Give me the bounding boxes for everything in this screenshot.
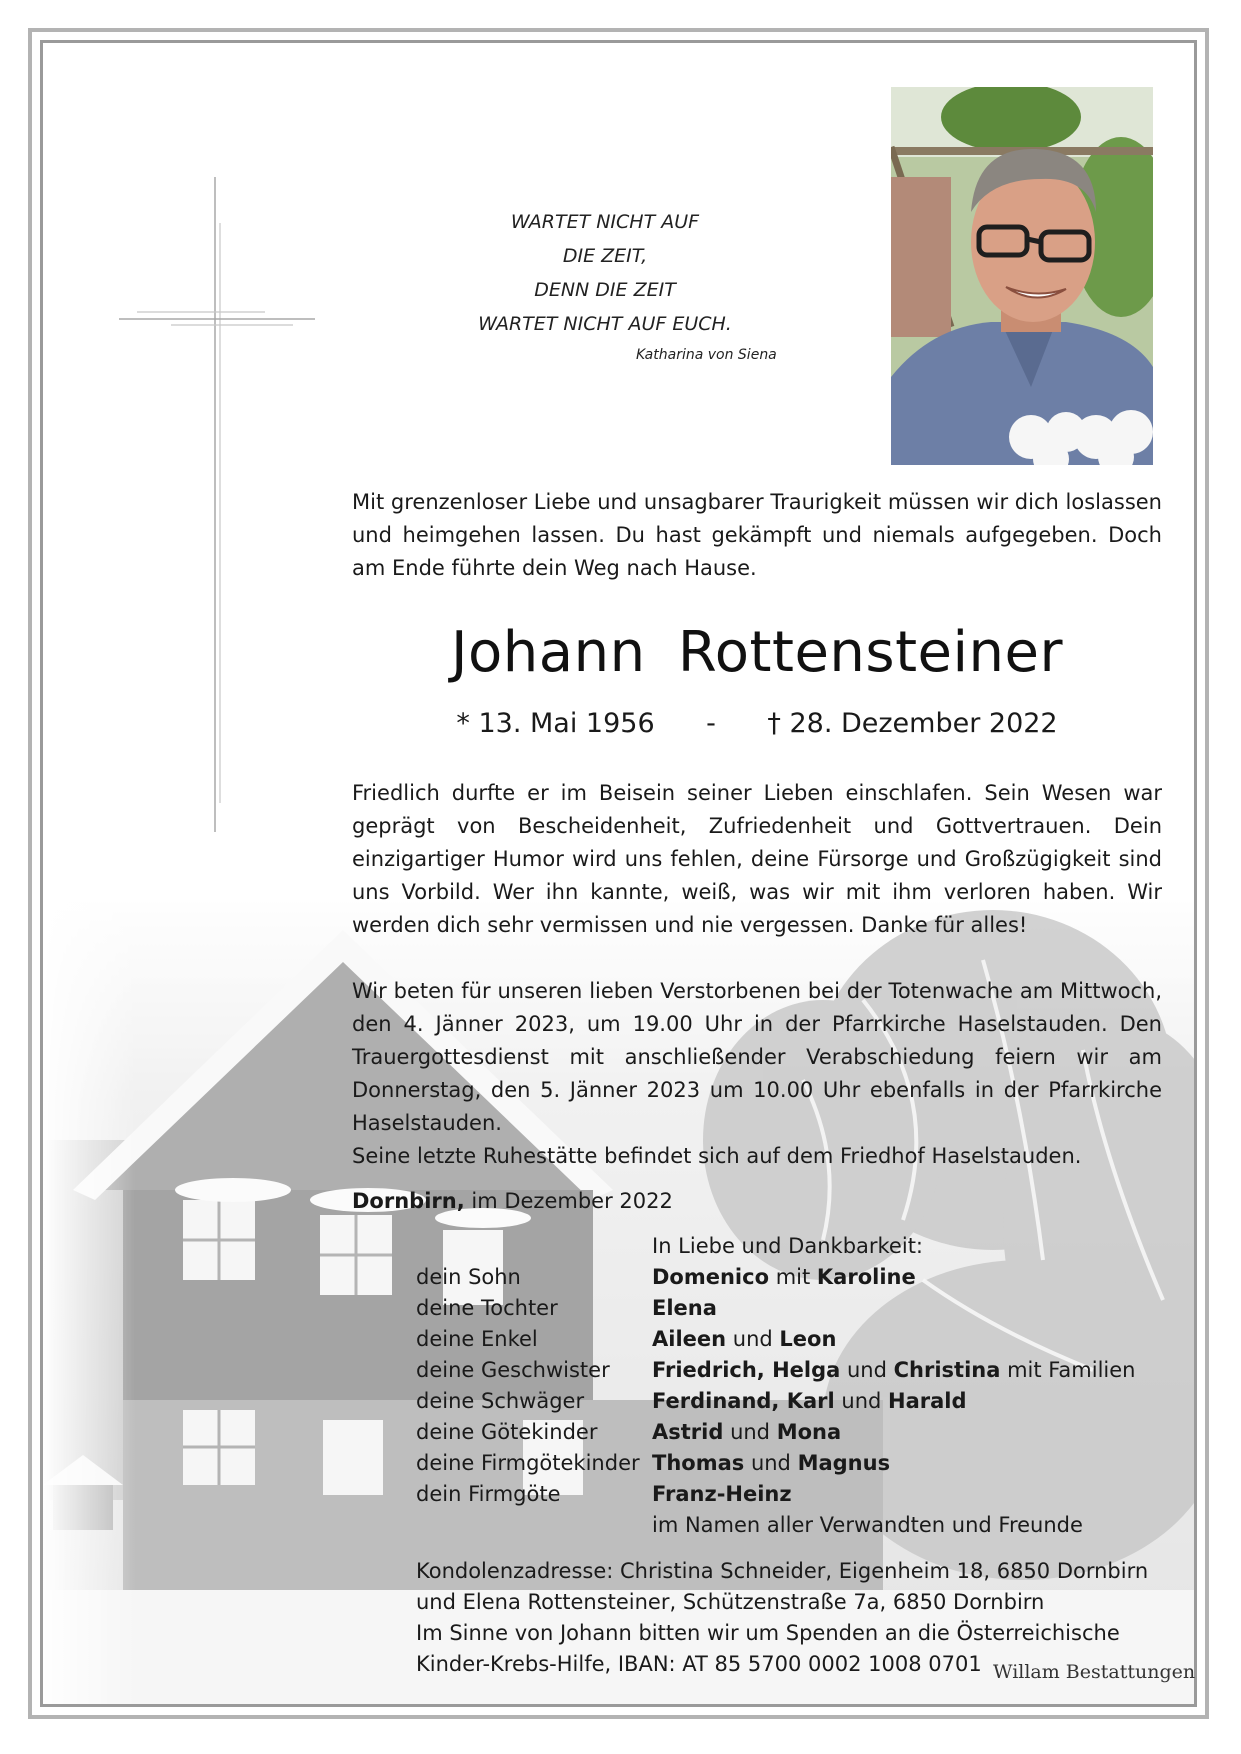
mourner-name: Friedrich, Helga — [652, 1358, 841, 1382]
place-city: Dornbirn, — [352, 1189, 465, 1213]
place-date — [352, 1189, 673, 1213]
mourner-name-row — [652, 1448, 1135, 1479]
mourner-connector: mit — [769, 1265, 817, 1289]
relation-label: dein Firmgöte — [416, 1482, 561, 1506]
mourner-name-row — [652, 1479, 1135, 1510]
birth-date: * 13. Mai 1956 — [456, 708, 655, 739]
cross-icon — [43, 43, 343, 843]
mourner-name: Mona — [776, 1420, 842, 1444]
mourner-name: Aileen — [652, 1327, 727, 1351]
condolence-line: Im Sinne von Johann bitten wir um Spenden an die Österreichische — [416, 1621, 1120, 1645]
burial-text: Seine letzte Ruhestätte befindet sich auf dem Friedhof Haselstauden. — [352, 1144, 1082, 1168]
mourner-name-row — [652, 1355, 1135, 1386]
mourner-name: Thomas — [652, 1451, 745, 1475]
date-separator: - — [706, 708, 716, 739]
mourner-name: Elena — [652, 1296, 717, 1320]
mourner-names — [652, 1231, 1135, 1541]
quote-line: WARTET NICHT AUF EUCH. — [478, 313, 732, 335]
mourner-name: Astrid — [652, 1420, 724, 1444]
mourners-heading: In Liebe und Dankbarkeit: — [652, 1234, 924, 1258]
mourner-name-row — [652, 1417, 1135, 1448]
mourner-connector: und — [726, 1327, 780, 1351]
tribute-text: Friedlich durfte er im Beisein seiner Lieben einschlafen. Sein Wesen war geprägt von Bescheidenheit, Zufriedenheit und Gottvertrauen. Dein einzigartiger Humor wird uns fehlen, deine Fürsorge und Großzügigkeit sind uns Vorbild. Wer ihn kannte, weiß, was wir mit ihm verloren haben. Wir werden dich sehr vermissen und nie vergessen. Danke für alles! — [352, 781, 1162, 937]
relation-label: deine Tochter — [416, 1296, 558, 1320]
mourner-connector: mit Familien — [1000, 1358, 1136, 1382]
quote — [440, 205, 770, 341]
place-month: im Dezember 2022 — [464, 1189, 673, 1213]
relation-label: deine Firmgötekinder — [416, 1451, 640, 1475]
mourner-name-row — [652, 1386, 1135, 1417]
death-date: † 28. Dezember 2022 — [767, 708, 1058, 739]
mourner-name: Ferdinand, Karl — [652, 1389, 835, 1413]
quote-line: DIE ZEIT, — [562, 245, 648, 267]
mourner-name: Franz-Heinz — [652, 1482, 792, 1506]
mourner-name: Harald — [888, 1389, 967, 1413]
relation-label: dein Sohn — [416, 1265, 521, 1289]
relation-label: deine Götekinder — [416, 1420, 598, 1444]
mourner-name: Domenico — [652, 1265, 770, 1289]
mourner-name: Christina — [893, 1358, 1001, 1382]
mourner-name: Leon — [779, 1327, 837, 1351]
life-dates — [352, 708, 1162, 739]
mourner-connector: und — [834, 1389, 889, 1413]
undertaker-brand: Willam Bestattungen — [993, 1661, 1196, 1683]
condolence-line: Kinder-Krebs-Hilfe, IBAN: AT 85 5700 0002 1008 0701 — [416, 1652, 982, 1676]
intro-text: Mit grenzenloser Liebe und unsagbarer Traurigkeit müssen wir dich loslassen und heimgehen lassen. Du hast gekämpft und niemals aufgegeben. Doch am Ende führte dein Weg nach Hause. — [352, 490, 1162, 580]
mourner-connector: und — [840, 1358, 894, 1382]
mourner-name: Karoline — [816, 1265, 916, 1289]
relation-label: deine Schwäger — [416, 1389, 585, 1413]
relation-label: deine Enkel — [416, 1327, 538, 1351]
quote-author: Katharina von Siena — [636, 347, 777, 363]
condolence-line: Kondolenzadresse: Christina Schneider, Eigenheim 18, 6850 Dornbirn — [416, 1559, 1149, 1583]
service-text: Wir beten für unseren lieben Verstorbenen bei der Totenwache am Mittwoch, den 4. Jänner 2023, um 19.00 Uhr in der Pfarrkirche Haselstauden. Den Trauergottesdienst mit anschließender Verabschiedung feiern wir am Donnerstag, den 5. Jänner 2023 um 10.00 Uhr ebenfalls in der Pfarrkirche Haselstauden. — [352, 979, 1162, 1135]
mourner-name-row — [652, 1262, 1135, 1293]
deceased-name: Johann Rottensteiner — [451, 620, 1063, 685]
portrait-photo — [891, 87, 1153, 465]
mourner-connector: und — [723, 1420, 777, 1444]
mourner-name-row — [652, 1293, 1135, 1324]
relation-label: deine Geschwister — [416, 1358, 610, 1382]
mourners-closing: im Namen aller Verwandten und Freunde — [652, 1513, 1083, 1537]
condolence-line: und Elena Rottensteiner, Schützenstraße 7a, 6850 Dornbirn — [416, 1590, 1045, 1614]
quote-line: WARTET NICHT AUF — [510, 211, 700, 233]
quote-line: DENN DIE ZEIT — [534, 279, 676, 301]
mourner-connector: und — [744, 1451, 798, 1475]
mourner-name: Magnus — [797, 1451, 891, 1475]
mourner-relations — [416, 1262, 640, 1510]
mourner-name-row — [652, 1324, 1135, 1355]
